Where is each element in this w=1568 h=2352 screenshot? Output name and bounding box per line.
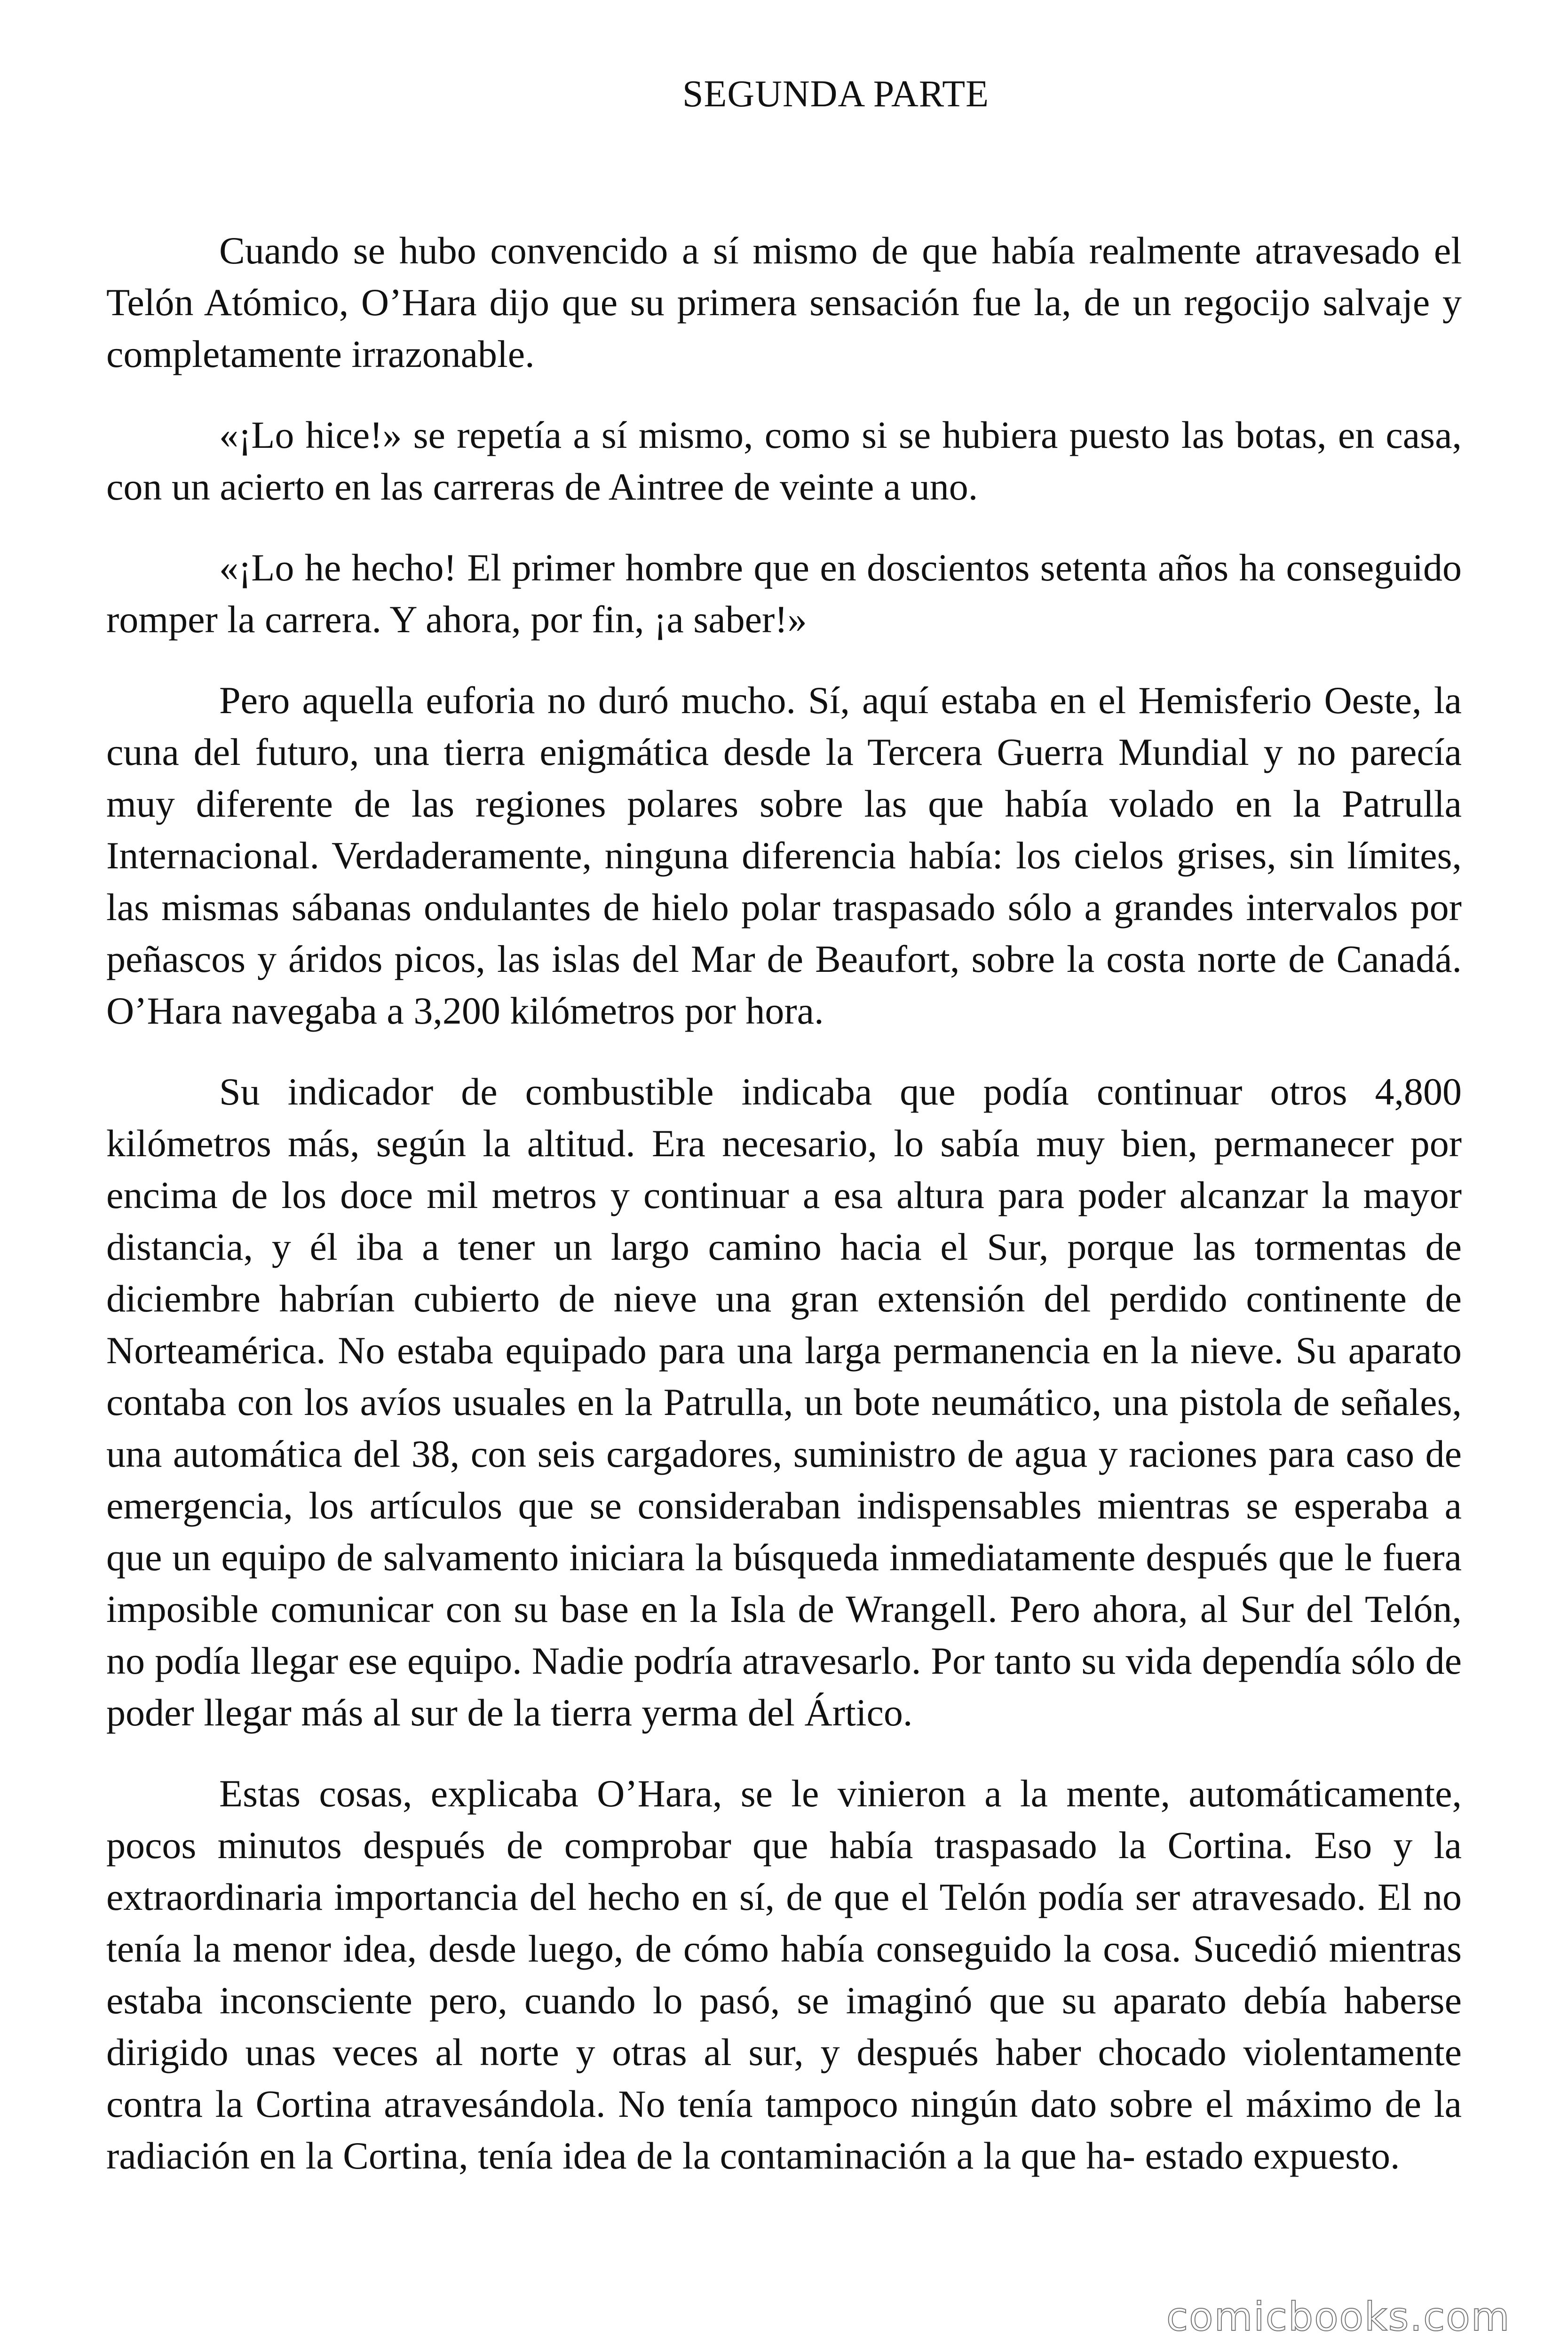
section-heading: SEGUNDA PARTE: [682, 73, 990, 115]
paragraph-6: Estas cosas, explicaba O’Hara, se le vinieron a la mente, automáticamente, pocos minutos después de comprobar que había traspasado la Cortina. Eso y la extraordinaria importancia del hecho en sí, de que el Telón podía ser atravesado. El no tenía la menor idea, desde luego, de cómo había conseguido la cosa. Sucedió mientras estaba inconsciente pero, cuando lo pasó, se imaginó que su aparato debía haberse dirigido unas veces al norte y otras al sur, y después haber chocado violentamente contra la Cortina atravesándola. No tenía tampoco ningún dato sobre el máximo de la radiación en la Cortina, tenía idea de la contaminación a la que ha- estado expuesto.: [106, 1772, 1462, 2177]
watermark-text: comicbooks.com: [1166, 2294, 1511, 2340]
paragraph-3: «¡Lo he hecho! El primer hombre que en doscientos setenta años ha conseguido romper la carrera. Y ahora, por fin, ¡a saber!»: [106, 546, 1462, 641]
paragraph-4: Pero aquella euforia no duró mucho. Sí, aquí estaba en el Hemisferio Oeste, la cuna del futuro, una tierra enigmática desde la Tercera Guerra Mundial y no parecía muy diferente de las regiones polares sobre las que había volado en la Patrulla Internacional. Verdaderamente, ninguna diferencia había: los cielos grises, sin límites, las mismas sábanas ondulantes de hielo polar traspasado sólo a grandes intervalos por peñascos y áridos picos, las islas del Mar de Beaufort, sobre la costa norte de Canadá. O’Hara navegaba a 3,200 kilómetros por hora.: [106, 679, 1462, 1032]
paragraph-2: «¡Lo hice!» se repetía a sí mismo, como si se hubiera puesto las botas, en casa, con un acierto en las carreras de Aintree de veinte a uno.: [106, 413, 1462, 508]
paragraph-5: Su indicador de combustible indicaba que podía continuar otros 4,800 kilómetros más, según la altitud. Era necesario, lo sabía muy bien, permanecer por encima de los doce mil metros y continuar a esa altura para poder alcanzar la mayor distancia, y él iba a tener un largo camino hacia el Sur, porque las tormentas de diciembre habrían cubierto de nieve una gran extensión del perdido continente de Norteamérica. No estaba equipado para una larga permanencia en la nieve. Su aparato contaba con los avíos usuales en la Patrulla, un bote neumático, una pistola de señales, una automática del 38, con seis cargadores, suministro de agua y raciones para caso de emergencia, los artículos que se consideraban indispensables mientras se esperaba a que un equipo de salvamento iniciara la búsqueda inmediatamente después que le fuera imposible comunicar con su base en la Isla de Wrangell. Pero ahora, al Sur del Telón, no podía llegar ese equipo. Nadie podría atravesarlo. Por tanto su vida dependía sólo de poder llegar más al sur de la tierra yerma del Ártico.: [106, 1070, 1462, 1734]
paragraph-1: Cuando se hubo convencido a sí mismo de que había realmente atravesado el Telón Atómico, O’Hara dijo que su primera sensación fue la, de un regocijo salvaje y completamente irrazonable.: [106, 229, 1462, 375]
